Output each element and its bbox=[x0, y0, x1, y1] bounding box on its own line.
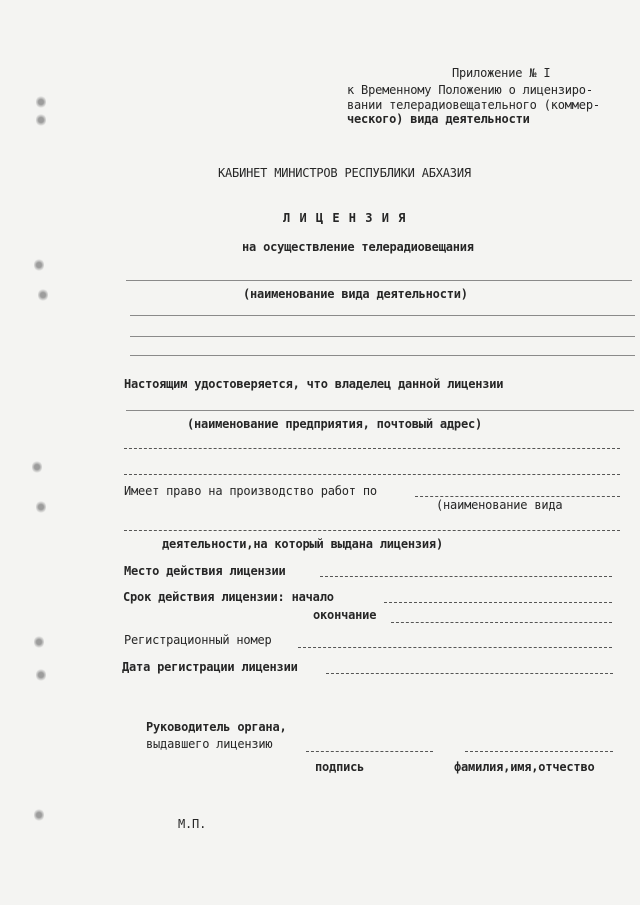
fill-line-enterprise-3[interactable] bbox=[124, 474, 620, 475]
reg-date-label: Дата регистрации лицензии bbox=[122, 660, 298, 674]
punch-hole-mark bbox=[34, 635, 44, 649]
place-label: Место действия лицензии bbox=[124, 564, 286, 578]
punch-hole-mark bbox=[36, 668, 46, 682]
fill-line-reg-number[interactable] bbox=[298, 647, 612, 648]
punch-hole-mark bbox=[36, 95, 46, 109]
cabinet-heading: КАБИНЕТ МИНИСТРОВ РЕСПУБЛИКИ АБХАЗИЯ bbox=[218, 166, 471, 180]
punch-hole-mark bbox=[38, 288, 48, 302]
fill-line-enterprise-1[interactable] bbox=[126, 410, 634, 411]
term-label: Срок действия лицензии: начало bbox=[123, 590, 334, 604]
term-end-label: окончание bbox=[313, 608, 377, 622]
head-of-authority-line-1: Руководитель органа, bbox=[146, 720, 287, 734]
appendix-line-1: к Временному Положению о лицензиро- bbox=[347, 83, 593, 97]
activity-caption: (наименование вида деятельности) bbox=[243, 287, 468, 301]
fill-line-term-end[interactable] bbox=[391, 622, 612, 623]
fill-line-term-start[interactable] bbox=[384, 602, 612, 603]
enterprise-caption: (наименование предприятия, почтовый адрес) bbox=[187, 417, 483, 431]
fill-line-enterprise-2[interactable] bbox=[124, 448, 620, 449]
appendix-title: Приложение № I bbox=[452, 66, 551, 80]
punch-hole-mark bbox=[32, 460, 42, 474]
fill-line-full-name[interactable] bbox=[465, 751, 613, 752]
fill-line-work-1[interactable] bbox=[415, 496, 620, 497]
signature-caption: подпись bbox=[315, 760, 365, 774]
activity-kind-caption-1: (наименование вида bbox=[436, 498, 563, 512]
fill-line-place[interactable] bbox=[320, 576, 612, 577]
fill-line-reg-date[interactable] bbox=[326, 673, 613, 674]
punch-hole-mark bbox=[36, 113, 46, 127]
right-to-work-text: Имеет право на производство работ по bbox=[124, 484, 377, 498]
punch-hole-mark bbox=[34, 258, 44, 272]
fill-line-activity-1[interactable] bbox=[126, 280, 632, 281]
activity-kind-caption-2: деятельности,на который выдана лицензия) bbox=[162, 537, 443, 551]
certify-text: Настоящим удостоверяется, что владелец данной лицензии bbox=[124, 377, 504, 391]
fill-line-activity-3[interactable] bbox=[130, 336, 635, 337]
full-name-caption: фамилия,имя,отчество bbox=[454, 760, 595, 774]
stamp-place-label: М.П. bbox=[178, 817, 207, 831]
license-title: Л И Ц Е Н З И Я bbox=[283, 211, 407, 225]
appendix-line-3: ческого) вида деятельности bbox=[347, 112, 530, 126]
fill-line-activity-2[interactable] bbox=[130, 315, 635, 316]
fill-line-activity-4[interactable] bbox=[130, 355, 635, 356]
fill-line-work-2[interactable] bbox=[124, 530, 620, 531]
license-subtitle: на осуществление телерадиовещания bbox=[242, 240, 474, 254]
punch-hole-mark bbox=[36, 500, 46, 514]
punch-hole-mark bbox=[34, 808, 44, 822]
fill-line-signature[interactable] bbox=[306, 751, 433, 752]
appendix-line-2: вании телерадиовещательного (коммер- bbox=[347, 98, 600, 112]
head-of-authority-line-2: выдавшего лицензию bbox=[146, 737, 273, 751]
reg-number-label: Регистрационный номер bbox=[124, 633, 272, 647]
